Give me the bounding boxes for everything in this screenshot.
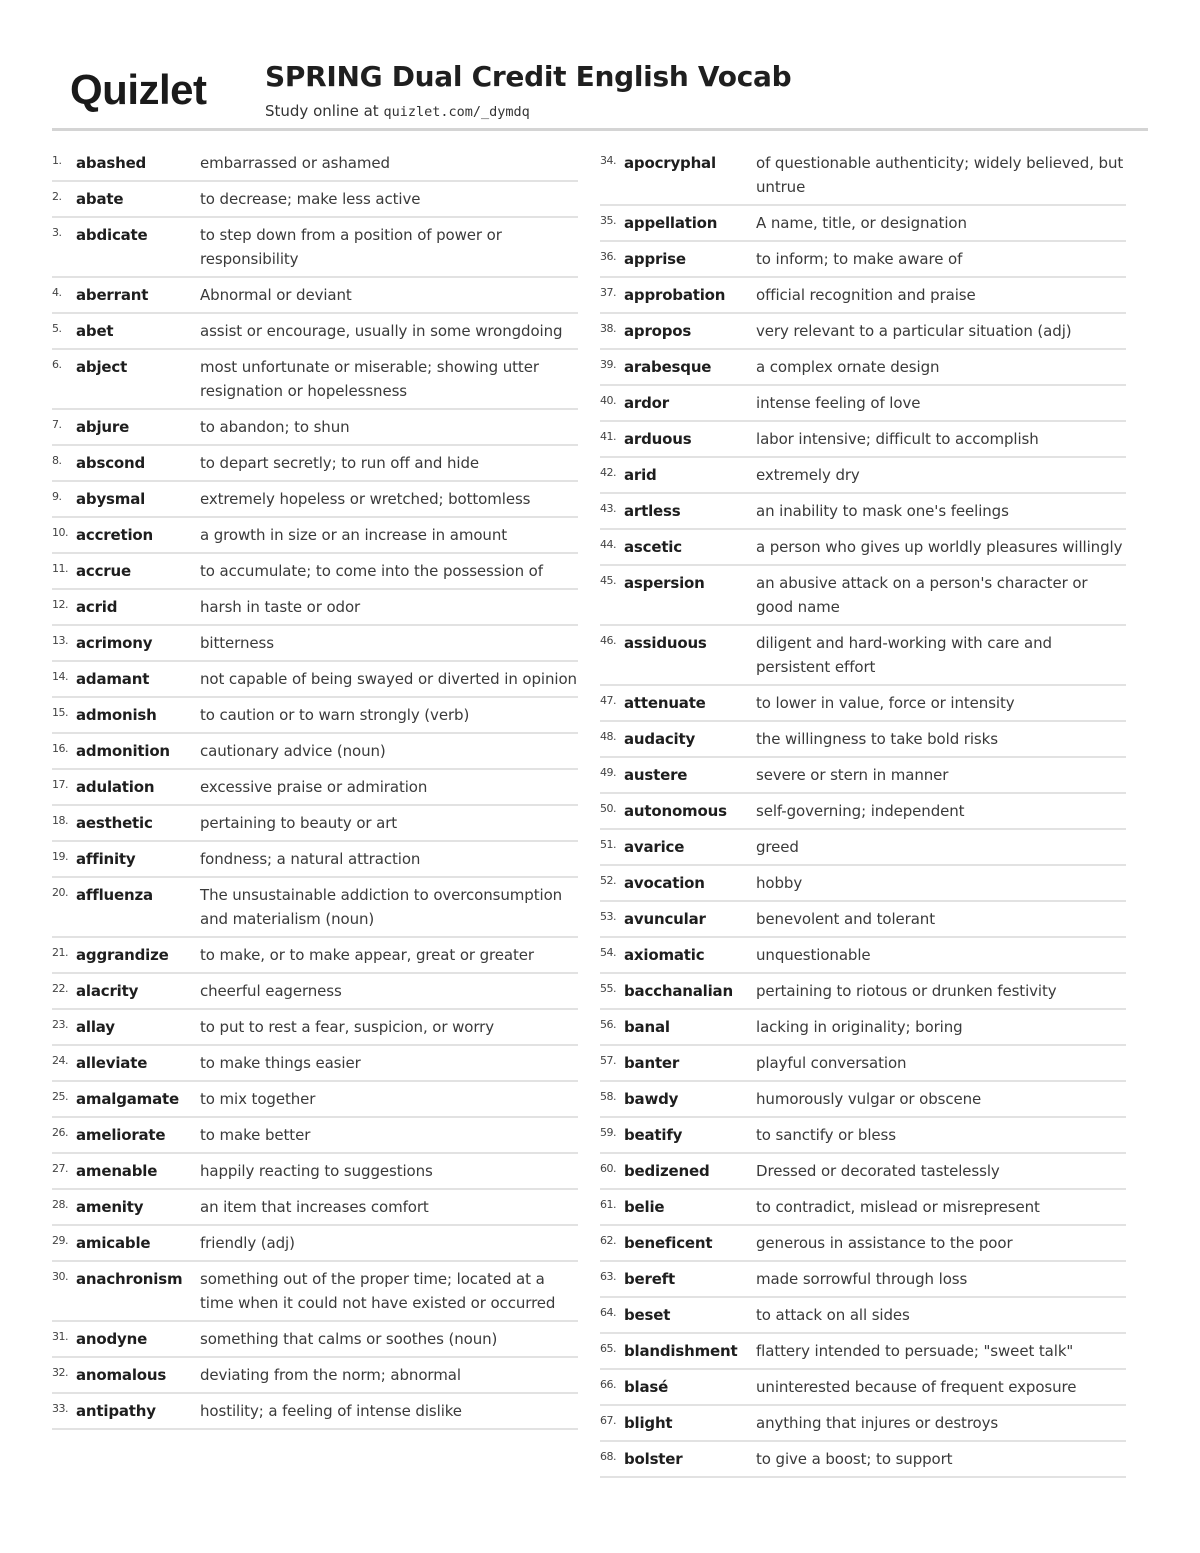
term-definition: excessive praise or admiration — [200, 778, 428, 796]
term-word: apocryphal — [624, 154, 716, 172]
term-row — [52, 146, 578, 182]
term-word: admonition — [76, 742, 170, 760]
term-definition: to caution or to warn strongly (verb) — [200, 706, 470, 724]
term-word: attenuate — [624, 694, 706, 712]
term-definition: an abusive attack on a person's character or good name — [756, 574, 1088, 616]
term-row — [600, 206, 1126, 242]
term-row — [600, 350, 1126, 386]
term-number: 44. — [600, 538, 616, 551]
term-row — [600, 1082, 1126, 1118]
term-word: austere — [624, 766, 688, 784]
term-number: 15. — [52, 706, 68, 719]
term-row — [600, 146, 1126, 206]
term-number: 59. — [600, 1126, 616, 1139]
term-number: 25. — [52, 1090, 68, 1103]
term-row — [600, 386, 1126, 422]
term-definition: to accumulate; to come into the possession of — [200, 562, 543, 580]
term-number: 29. — [52, 1234, 68, 1247]
term-word: aggrandize — [76, 946, 169, 964]
term-definition: a person who gives up worldly pleasures willingly — [756, 538, 1123, 556]
term-word: ardor — [624, 394, 669, 412]
term-word: allay — [76, 1018, 115, 1036]
term-definition: extremely hopeless or wretched; bottomless — [200, 490, 531, 508]
term-word: blight — [624, 1414, 673, 1432]
term-word: avarice — [624, 838, 685, 856]
term-row — [600, 458, 1126, 494]
term-number: 30. — [52, 1270, 68, 1283]
term-definition: pertaining to beauty or art — [200, 814, 398, 832]
term-word: aesthetic — [76, 814, 153, 832]
term-row — [600, 1442, 1126, 1478]
term-definition: greed — [756, 838, 799, 856]
term-word: adamant — [76, 670, 150, 688]
term-row — [600, 1334, 1126, 1370]
term-row — [52, 314, 578, 350]
term-word: alacrity — [76, 982, 139, 1000]
term-number: 3. — [52, 226, 62, 239]
term-definition: lacking in originality; boring — [756, 1018, 963, 1036]
term-number: 5. — [52, 322, 62, 335]
term-word: affluenza — [76, 886, 153, 904]
page-header — [70, 58, 1150, 128]
term-word: banter — [624, 1054, 680, 1072]
term-number: 9. — [52, 490, 62, 503]
term-word: admonish — [76, 706, 157, 724]
term-number: 43. — [600, 502, 616, 515]
term-row — [600, 794, 1126, 830]
term-row — [52, 662, 578, 698]
term-row — [600, 1154, 1126, 1190]
term-word: antipathy — [76, 1402, 156, 1420]
term-word: banal — [624, 1018, 670, 1036]
subtitle-prefix: Study online at — [265, 102, 384, 120]
term-number: 40. — [600, 394, 616, 407]
term-word: blasé — [624, 1378, 669, 1396]
term-number: 10. — [52, 526, 68, 539]
term-row — [600, 722, 1126, 758]
term-definition: to make, or to make appear, great or greater — [200, 946, 534, 964]
term-word: arabesque — [624, 358, 712, 376]
term-row — [600, 1118, 1126, 1154]
term-definition: to give a boost; to support — [756, 1450, 953, 1468]
term-number: 54. — [600, 946, 616, 959]
term-number: 55. — [600, 982, 616, 995]
term-definition: the willingness to take bold risks — [756, 730, 998, 748]
term-row — [52, 1358, 578, 1394]
term-row — [52, 518, 578, 554]
term-word: affinity — [76, 850, 136, 868]
term-word: appellation — [624, 214, 718, 232]
term-row — [600, 1370, 1126, 1406]
term-number: 61. — [600, 1198, 616, 1211]
term-number: 31. — [52, 1330, 68, 1343]
term-definition: harsh in taste or odor — [200, 598, 361, 616]
term-word: abdicate — [76, 226, 148, 244]
term-number: 60. — [600, 1162, 616, 1175]
term-word: abet — [76, 322, 114, 340]
term-row — [52, 182, 578, 218]
term-row — [52, 626, 578, 662]
term-definition: cautionary advice (noun) — [200, 742, 386, 760]
term-number: 8. — [52, 454, 62, 467]
term-definition: official recognition and praise — [756, 286, 976, 304]
page-title: SPRING Dual Credit English Vocab — [265, 60, 792, 93]
term-word: bolster — [624, 1450, 683, 1468]
term-row — [52, 842, 578, 878]
term-definition: uninterested because of frequent exposure — [756, 1378, 1077, 1396]
term-definition: to lower in value, force or intensity — [756, 694, 1015, 712]
term-number: 53. — [600, 910, 616, 923]
term-definition: labor intensive; difficult to accomplish — [756, 430, 1039, 448]
term-number: 67. — [600, 1414, 616, 1427]
term-word: beatify — [624, 1126, 683, 1144]
term-word: apropos — [624, 322, 692, 340]
term-definition: something that calms or soothes (noun) — [200, 1330, 498, 1348]
term-word: acrimony — [76, 634, 153, 652]
term-row — [52, 1082, 578, 1118]
term-word: artless — [624, 502, 681, 520]
term-row — [600, 1010, 1126, 1046]
term-row — [600, 830, 1126, 866]
term-number: 23. — [52, 1018, 68, 1031]
term-word: approbation — [624, 286, 726, 304]
term-word: accrue — [76, 562, 131, 580]
term-word: accretion — [76, 526, 153, 544]
term-row — [600, 242, 1126, 278]
term-word: blandishment — [624, 1342, 738, 1360]
term-definition: unquestionable — [756, 946, 871, 964]
term-row — [52, 1010, 578, 1046]
term-definition: an item that increases comfort — [200, 1198, 429, 1216]
term-number: 2. — [52, 190, 62, 203]
term-row — [600, 530, 1126, 566]
term-number: 63. — [600, 1270, 616, 1283]
term-definition: not capable of being swayed or diverted in opinion — [200, 670, 577, 688]
term-number: 13. — [52, 634, 68, 647]
term-number: 12. — [52, 598, 68, 611]
term-row — [52, 806, 578, 842]
term-row — [52, 590, 578, 626]
term-row — [52, 1226, 578, 1262]
term-definition: Abnormal or deviant — [200, 286, 352, 304]
term-word: avocation — [624, 874, 705, 892]
term-number: 4. — [52, 286, 62, 299]
term-number: 37. — [600, 286, 616, 299]
term-number: 20. — [52, 886, 68, 899]
term-row — [600, 626, 1126, 686]
term-definition: a complex ornate design — [756, 358, 940, 376]
term-definition: A name, title, or designation — [756, 214, 967, 232]
term-row — [52, 974, 578, 1010]
term-definition: fondness; a natural attraction — [200, 850, 421, 868]
term-number: 39. — [600, 358, 616, 371]
term-word: anomalous — [76, 1366, 167, 1384]
term-number: 17. — [52, 778, 68, 791]
term-number: 14. — [52, 670, 68, 683]
term-word: axiomatic — [624, 946, 705, 964]
term-number: 36. — [600, 250, 616, 263]
term-row — [52, 278, 578, 314]
term-row — [600, 866, 1126, 902]
term-definition: made sorrowful through loss — [756, 1270, 968, 1288]
term-row — [600, 314, 1126, 350]
term-definition: severe or stern in manner — [756, 766, 949, 784]
term-definition: pertaining to riotous or drunken festivity — [756, 982, 1057, 1000]
term-row — [600, 1298, 1126, 1334]
term-row — [600, 758, 1126, 794]
term-definition: to put to rest a fear, suspicion, or worry — [200, 1018, 494, 1036]
term-definition: very relevant to a particular situation (adj) — [756, 322, 1072, 340]
term-number: 28. — [52, 1198, 68, 1211]
term-row — [600, 902, 1126, 938]
term-word: amicable — [76, 1234, 151, 1252]
term-row — [52, 410, 578, 446]
term-definition: diligent and hard-working with care and persistent effort — [756, 634, 1052, 676]
term-definition: happily reacting to suggestions — [200, 1162, 433, 1180]
term-row — [52, 770, 578, 806]
header-divider — [52, 128, 1148, 131]
term-row — [600, 938, 1126, 974]
term-definition: hostility; a feeling of intense dislike — [200, 1402, 462, 1420]
term-number: 33. — [52, 1402, 68, 1415]
term-number: 11. — [52, 562, 68, 575]
term-word: abjure — [76, 418, 130, 436]
term-word: apprise — [624, 250, 686, 268]
term-number: 19. — [52, 850, 68, 863]
term-definition: to make things easier — [200, 1054, 361, 1072]
term-row — [52, 1394, 578, 1430]
term-number: 64. — [600, 1306, 616, 1319]
term-row — [52, 446, 578, 482]
term-word: abysmal — [76, 490, 146, 508]
term-definition: deviating from the norm; abnormal — [200, 1366, 461, 1384]
term-definition: an inability to mask one's feelings — [756, 502, 1009, 520]
term-word: alleviate — [76, 1054, 148, 1072]
term-definition: something out of the proper time; located at a time when it could not have existed or occurred — [200, 1270, 556, 1312]
term-definition: self-governing; independent — [756, 802, 965, 820]
term-number: 27. — [52, 1162, 68, 1175]
term-row — [52, 482, 578, 518]
term-word: bereft — [624, 1270, 675, 1288]
term-number: 47. — [600, 694, 616, 707]
term-number: 16. — [52, 742, 68, 755]
term-definition: to sanctify or bless — [756, 1126, 896, 1144]
term-definition: of questionable authenticity; widely believed, but untrue — [756, 154, 1124, 196]
term-definition: embarrassed or ashamed — [200, 154, 390, 172]
term-number: 24. — [52, 1054, 68, 1067]
term-definition: to depart secretly; to run off and hide — [200, 454, 480, 472]
term-definition: extremely dry — [756, 466, 860, 484]
term-number: 45. — [600, 574, 616, 587]
term-number: 34. — [600, 154, 616, 167]
term-row — [600, 494, 1126, 530]
term-word: ascetic — [624, 538, 682, 556]
term-number: 62. — [600, 1234, 616, 1247]
term-definition: to abandon; to shun — [200, 418, 350, 436]
term-row — [52, 1262, 578, 1322]
term-word: bawdy — [624, 1090, 679, 1108]
term-word: aspersion — [624, 574, 705, 592]
terms-column-left — [52, 146, 578, 1430]
term-number: 57. — [600, 1054, 616, 1067]
term-word: abject — [76, 358, 128, 376]
term-definition: playful conversation — [756, 1054, 907, 1072]
term-number: 35. — [600, 214, 616, 227]
term-definition: Dressed or decorated tastelessly — [756, 1162, 1000, 1180]
term-row — [600, 974, 1126, 1010]
term-word: abate — [76, 190, 124, 208]
term-definition: to mix together — [200, 1090, 316, 1108]
term-number: 51. — [600, 838, 616, 851]
term-number: 65. — [600, 1342, 616, 1355]
term-number: 42. — [600, 466, 616, 479]
term-number: 52. — [600, 874, 616, 887]
term-row — [600, 278, 1126, 314]
term-definition: to decrease; make less active — [200, 190, 421, 208]
quizlet-logo: Quizlet — [70, 66, 207, 113]
term-row — [52, 938, 578, 974]
term-definition: benevolent and tolerant — [756, 910, 935, 928]
study-url-link[interactable]: quizlet.com/_dymdq — [383, 104, 530, 120]
term-definition: to step down from a position of power or responsibility — [200, 226, 502, 268]
term-definition: anything that injures or destroys — [756, 1414, 999, 1432]
term-row — [600, 1046, 1126, 1082]
term-number: 18. — [52, 814, 68, 827]
term-word: aberrant — [76, 286, 149, 304]
term-word: abscond — [76, 454, 146, 472]
terms-column-right — [600, 146, 1126, 1478]
term-number: 49. — [600, 766, 616, 779]
term-row — [52, 1118, 578, 1154]
term-definition: hobby — [756, 874, 803, 892]
term-definition: bitterness — [200, 634, 274, 652]
term-definition: to make better — [200, 1126, 311, 1144]
term-word: arid — [624, 466, 657, 484]
term-word: anodyne — [76, 1330, 148, 1348]
term-word: bedizened — [624, 1162, 710, 1180]
term-word: beneficent — [624, 1234, 713, 1252]
term-word: ameliorate — [76, 1126, 166, 1144]
term-number: 50. — [600, 802, 616, 815]
term-number: 48. — [600, 730, 616, 743]
term-number: 41. — [600, 430, 616, 443]
term-row — [52, 698, 578, 734]
term-word: belie — [624, 1198, 665, 1216]
term-row — [52, 1322, 578, 1358]
term-number: 7. — [52, 418, 62, 431]
term-row — [52, 1190, 578, 1226]
term-number: 22. — [52, 982, 68, 995]
term-number: 38. — [600, 322, 616, 335]
term-number: 58. — [600, 1090, 616, 1103]
term-number: 26. — [52, 1126, 68, 1139]
term-row — [600, 1406, 1126, 1442]
term-row — [600, 566, 1126, 626]
term-row — [600, 686, 1126, 722]
term-row — [600, 1262, 1126, 1298]
term-definition: most unfortunate or miserable; showing utter resignation or hopelessness — [200, 358, 539, 400]
term-number: 21. — [52, 946, 68, 959]
term-number: 1. — [52, 154, 62, 167]
term-word: abashed — [76, 154, 147, 172]
term-row — [600, 1190, 1126, 1226]
term-definition: flattery intended to persuade; "sweet talk" — [756, 1342, 1074, 1360]
term-number: 32. — [52, 1366, 68, 1379]
term-word: acrid — [76, 598, 118, 616]
term-definition: to inform; to make aware of — [756, 250, 963, 268]
term-definition: friendly (adj) — [200, 1234, 295, 1252]
term-row — [52, 350, 578, 410]
term-definition: assist or encourage, usually in some wrongdoing — [200, 322, 563, 340]
term-word: assiduous — [624, 634, 707, 652]
term-definition: cheerful eagerness — [200, 982, 342, 1000]
study-online-line — [265, 102, 530, 120]
term-word: amenity — [76, 1198, 144, 1216]
term-definition: The unsustainable addiction to overconsumption and materialism (noun) — [200, 886, 563, 928]
term-row — [52, 878, 578, 938]
term-number: 66. — [600, 1378, 616, 1391]
term-row — [600, 1226, 1126, 1262]
term-word: amenable — [76, 1162, 158, 1180]
term-word: beset — [624, 1306, 671, 1324]
term-row — [52, 554, 578, 590]
term-word: autonomous — [624, 802, 727, 820]
term-definition: intense feeling of love — [756, 394, 921, 412]
term-word: anachronism — [76, 1270, 183, 1288]
term-row — [52, 1046, 578, 1082]
term-word: adulation — [76, 778, 155, 796]
term-word: arduous — [624, 430, 692, 448]
term-number: 46. — [600, 634, 616, 647]
term-word: avuncular — [624, 910, 706, 928]
term-row — [600, 422, 1126, 458]
term-definition: a growth in size or an increase in amount — [200, 526, 508, 544]
term-number: 56. — [600, 1018, 616, 1031]
term-row — [52, 1154, 578, 1190]
term-number: 6. — [52, 358, 62, 371]
term-number: 68. — [600, 1450, 616, 1463]
term-definition: to attack on all sides — [756, 1306, 910, 1324]
term-definition: generous in assistance to the poor — [756, 1234, 1013, 1252]
term-row — [52, 734, 578, 770]
term-row — [52, 218, 578, 278]
term-definition: humorously vulgar or obscene — [756, 1090, 982, 1108]
term-word: bacchanalian — [624, 982, 733, 1000]
term-word: amalgamate — [76, 1090, 179, 1108]
term-word: audacity — [624, 730, 696, 748]
term-definition: to contradict, mislead or misrepresent — [756, 1198, 1040, 1216]
